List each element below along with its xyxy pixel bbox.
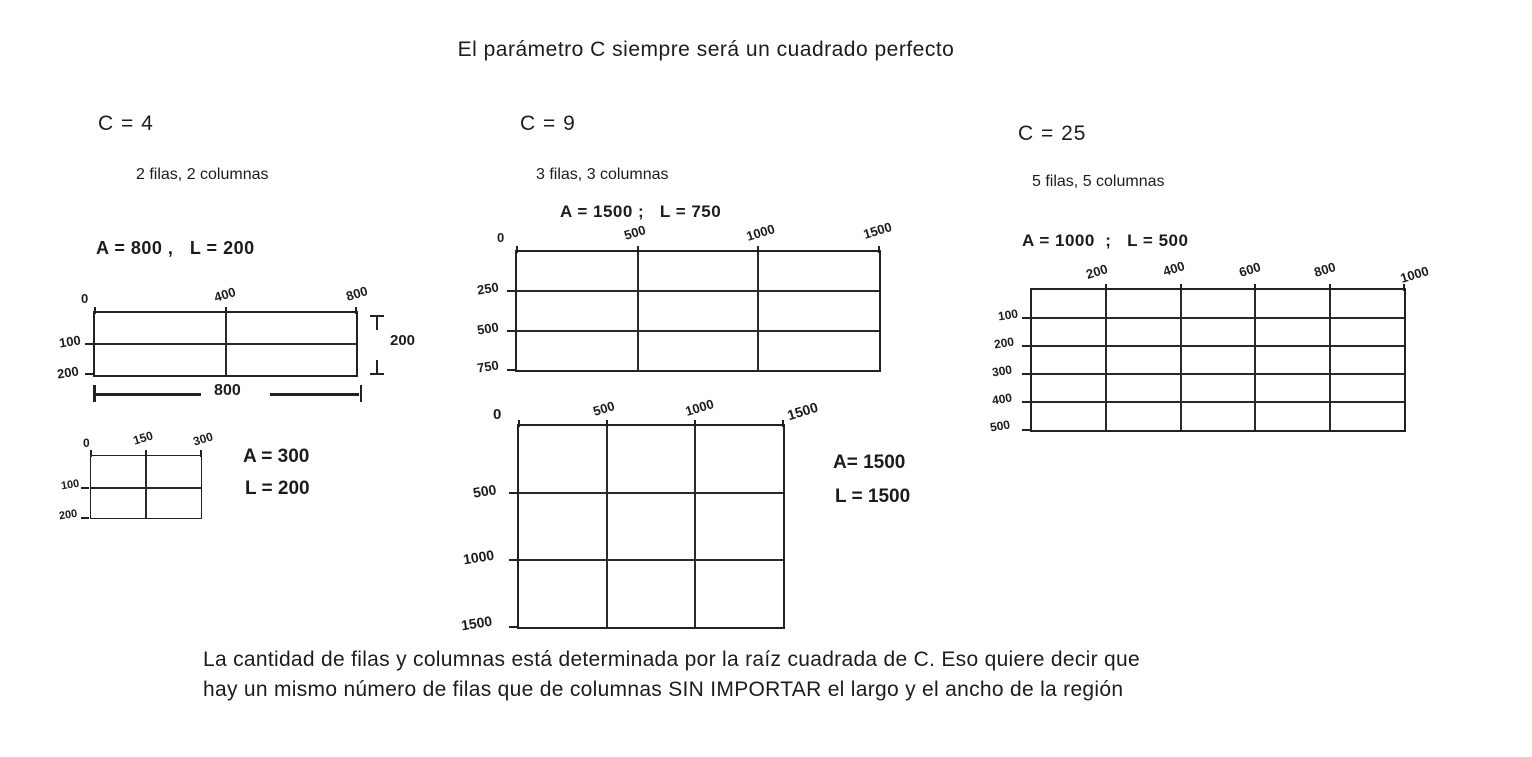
x-axis-tick: 400: [1161, 258, 1187, 279]
x-axis-tick: 1000: [744, 221, 777, 244]
x-tick-mark: [518, 420, 520, 427]
grid-line: [1254, 290, 1256, 430]
grid-line: [1105, 290, 1107, 430]
x-axis-tick: 0: [493, 406, 502, 423]
y-axis-tick: 300: [991, 362, 1014, 380]
y-tick-mark: [1022, 345, 1030, 347]
grid-line: [519, 559, 783, 561]
x-axis-tick: 1000: [683, 396, 716, 419]
y-tick-mark: [1022, 317, 1030, 319]
x-tick-mark: [757, 246, 759, 253]
section-3-c-label: C = 25: [1018, 122, 1087, 145]
y-axis-tick: 100: [60, 477, 81, 493]
x-tick-mark: [516, 246, 518, 253]
x-axis-tick: 800: [1311, 259, 1338, 280]
y-axis-tick: 500: [471, 481, 498, 501]
x-axis-tick: 200: [1084, 261, 1110, 282]
y-tick-mark: [507, 290, 515, 292]
footer-note-line1: La cantidad de filas y columnas está determinada por la raíz cuadrada de C. Eso quiere decir que: [203, 648, 1140, 671]
bracket-line: [270, 393, 359, 396]
y-tick-mark: [509, 626, 517, 628]
x-tick-mark: [606, 420, 608, 427]
length-label: L = 1500: [835, 486, 911, 507]
grid-line: [95, 343, 356, 345]
x-axis-tick: 300: [191, 429, 215, 449]
grid-line: [1180, 290, 1182, 430]
grid-line: [1329, 290, 1331, 430]
grid-line: [1032, 373, 1404, 375]
x-tick-mark: [200, 450, 202, 457]
y-axis-tick: 750: [475, 357, 500, 376]
grid-line: [757, 252, 759, 370]
section-2-c-label: C = 9: [520, 112, 576, 135]
y-axis-tick: 1000: [461, 546, 496, 568]
x-axis-tick: 500: [621, 222, 648, 243]
y-tick-mark: [1022, 373, 1030, 375]
x-axis-tick: 1500: [861, 219, 894, 242]
grid-c4-small: [58, 428, 310, 523]
section-2-rows-cols-label: 3 filas, 3 columnas: [536, 166, 669, 183]
grid-c4-large: [55, 283, 416, 399]
width-bracket: [93, 382, 362, 402]
y-axis-tick: 200: [55, 363, 80, 382]
x-tick-mark: [90, 450, 92, 457]
x-axis-tick: 800: [344, 283, 370, 304]
y-tick-mark: [81, 487, 89, 489]
grid-line: [1032, 317, 1404, 319]
grid-c9-square: [459, 396, 911, 634]
section-2-dimensions-formula: A = 1500 ; L = 750: [560, 202, 722, 221]
y-tick-mark: [81, 517, 89, 519]
y-tick-mark: [507, 330, 515, 332]
height-bracket: [370, 315, 384, 375]
x-axis-tick: 500: [591, 398, 617, 419]
x-axis-tick: 600: [1237, 259, 1263, 280]
y-tick-mark: [1022, 401, 1030, 403]
x-axis-tick: 1500: [785, 398, 820, 424]
length-label: L = 200: [245, 478, 310, 499]
y-axis-tick: 200: [993, 334, 1016, 352]
height-bracket-label: 200: [390, 332, 416, 349]
grid-line: [1032, 345, 1404, 347]
footer-note-line2: hay un mismo número de filas que de columnas SIN IMPORTAR el largo y el ancho de la región: [203, 678, 1124, 701]
bracket-line: [96, 393, 201, 396]
grid-line: [1032, 401, 1404, 403]
grid-line: [519, 492, 783, 494]
x-axis-tick: 0: [83, 436, 90, 450]
y-tick-mark: [1022, 429, 1030, 431]
bracket-cap: [360, 385, 363, 402]
area-label: A= 1500: [833, 452, 906, 473]
x-tick-mark: [1254, 284, 1256, 291]
y-axis-tick: 1500: [459, 612, 494, 634]
x-tick-mark: [1329, 284, 1331, 291]
x-tick-mark: [355, 307, 357, 314]
grid-line: [694, 426, 696, 627]
grid-line: [91, 487, 201, 489]
grid-c9-wide: [475, 219, 894, 376]
y-tick-mark: [85, 343, 93, 345]
x-axis-tick: 1000: [1398, 263, 1431, 286]
y-tick-mark: [509, 559, 517, 561]
x-axis-tick: 0: [497, 230, 505, 245]
x-tick-mark: [145, 450, 147, 457]
page-title: El parámetro C siempre será un cuadrado perfecto: [457, 38, 955, 61]
section-1-dimensions-formula: A = 800 , L = 200: [96, 238, 255, 258]
width-bracket-label: 800: [214, 382, 241, 399]
section-1-c-label: C = 4: [98, 112, 154, 135]
y-axis-tick: 400: [991, 390, 1014, 408]
grid-line: [606, 426, 608, 627]
y-axis-tick: 100: [997, 306, 1020, 324]
x-tick-mark: [637, 246, 639, 253]
y-axis-tick: 250: [475, 279, 500, 298]
bracket-cap: [370, 373, 384, 375]
x-axis-tick: 400: [211, 284, 237, 305]
x-tick-mark: [694, 420, 696, 427]
x-axis-tick: 0: [81, 291, 89, 306]
x-tick-mark: [1105, 284, 1107, 291]
y-tick-mark: [507, 369, 515, 371]
grid-line: [517, 330, 879, 332]
grid-line: [517, 290, 879, 292]
y-axis-tick: 200: [58, 507, 79, 523]
grid-c25: [989, 258, 1431, 435]
y-tick-mark: [509, 492, 517, 494]
y-tick-mark: [85, 373, 93, 375]
section-3-rows-cols-label: 5 filas, 5 columnas: [1032, 173, 1165, 190]
y-axis-tick: 100: [57, 332, 82, 351]
section-1-rows-cols-label: 2 filas, 2 columnas: [136, 166, 269, 183]
x-tick-mark: [1180, 284, 1182, 291]
bracket-stem: [376, 315, 378, 330]
y-axis-tick: 500: [475, 319, 500, 338]
x-tick-mark: [225, 307, 227, 314]
x-tick-mark: [782, 420, 784, 427]
x-tick-mark: [94, 307, 96, 314]
y-axis-tick: 500: [989, 417, 1012, 435]
section-3-dimensions-formula: A = 1000 ; L = 500: [1022, 231, 1189, 250]
grid-line: [637, 252, 639, 370]
x-tick-mark: [878, 246, 880, 253]
area-label: A = 300: [243, 446, 310, 467]
x-axis-tick: 150: [131, 428, 155, 448]
